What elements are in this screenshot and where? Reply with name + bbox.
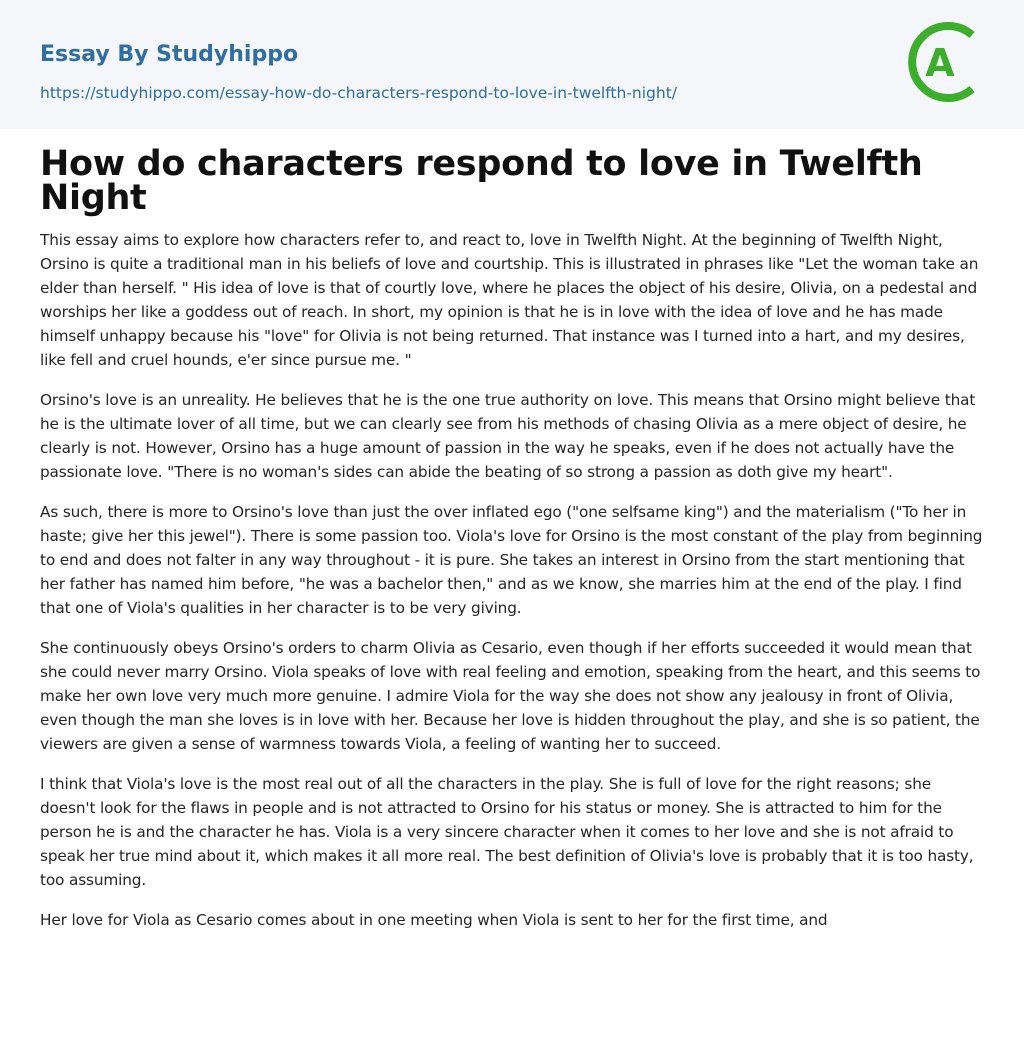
- article-title: How do characters respond to love in Twelfth Night: [40, 144, 923, 218]
- article-paragraph: As such, there is more to Orsino's love than just the over inflated ego ("one selfsame king") and the materialism ("To her in haste; give her this jewel"). There is some passion too. Viola's love for Orsino is the most constant of the play from beginning to end and does not falter in any way throughout - it is pure. She takes an interest in Orsino from the start mentioning that her father has named him before, "he was a bachelor then," and as we know, she marries him at the end of the play. I find that one of Viola's qualities in her character is to be very giving.: [40, 503, 983, 617]
- article: [40, 144, 984, 948]
- site-header: [0, 0, 1024, 129]
- studyhippo-logo-icon[interactable]: [906, 19, 986, 105]
- essay-url-link[interactable]: https://studyhippo.com/essay-how-do-characters-respond-to-love-in-twelfth-night/: [40, 84, 678, 102]
- article-paragraph: This essay aims to explore how characters refer to, and react to, love in Twelfth Night. At the beginning of Twelfth Night, Orsino is quite a traditional man in his beliefs of love and courtship. This is illustrated in phrases like "Let the woman take an elder than herself. " His idea of love is that of courtly love, where he places the object of his desire, Olivia, on a pedestal and worships her like a goddess out of reach. In short, my opinion is that he is in love with the idea of love and he has made himself unhappy because his "love" for Olivia is not being returned. That instance was I turned into a hart, and my desires, like fell and cruel hounds, e'er since pursue me. ": [40, 231, 979, 369]
- article-body: [40, 228, 984, 932]
- logo-letter: A: [925, 41, 955, 85]
- article-paragraph: I think that Viola's love is the most real out of all the characters in the play. She is full of love for the right reasons; she doesn't look for the flaws in people and is not attracted to Orsino for his status or money. She is attracted to him for the person he is and the character he has. Viola is a very sincere character when it comes to her love and she is not afraid to speak her true mind about it, which makes it all more real. The best definition of Olivia's love is probably that it is too hasty, too assuming.: [40, 775, 974, 889]
- article-paragraph: Her love for Viola as Cesario comes about in one meeting when Viola is sent to her for the first time, and: [40, 911, 828, 929]
- site-brand[interactable]: Essay By Studyhippo: [40, 42, 299, 67]
- article-paragraph: She continuously obeys Orsino's orders to charm Olivia as Cesario, even though if her efforts succeeded it would mean that she could never marry Orsino. Viola speaks of love with real feeling and emotion, speaking from the heart, and this seems to make her own love very much more genuine. I admire Viola for the way she does not show any jealousy in front of Olivia, even though the man she loves is in love with her. Because her love is hidden throughout the play, and she is so patient, the viewers are given a sense of warmness towards Viola, a feeling of wanting her to succeed.: [40, 639, 981, 753]
- article-paragraph: Orsino's love is an unreality. He believes that he is the one true authority on love. This means that Orsino might believe that he is the ultimate lover of all time, but we can clearly see from his methods of chasing Olivia as a mere object of desire, he clearly is not. However, Orsino has a huge amount of passion in the way he speaks, even if he does not actually have the passionate love. "There is no woman's sides can abide the beating of so strong a passion as doth give my heart".: [40, 391, 976, 481]
